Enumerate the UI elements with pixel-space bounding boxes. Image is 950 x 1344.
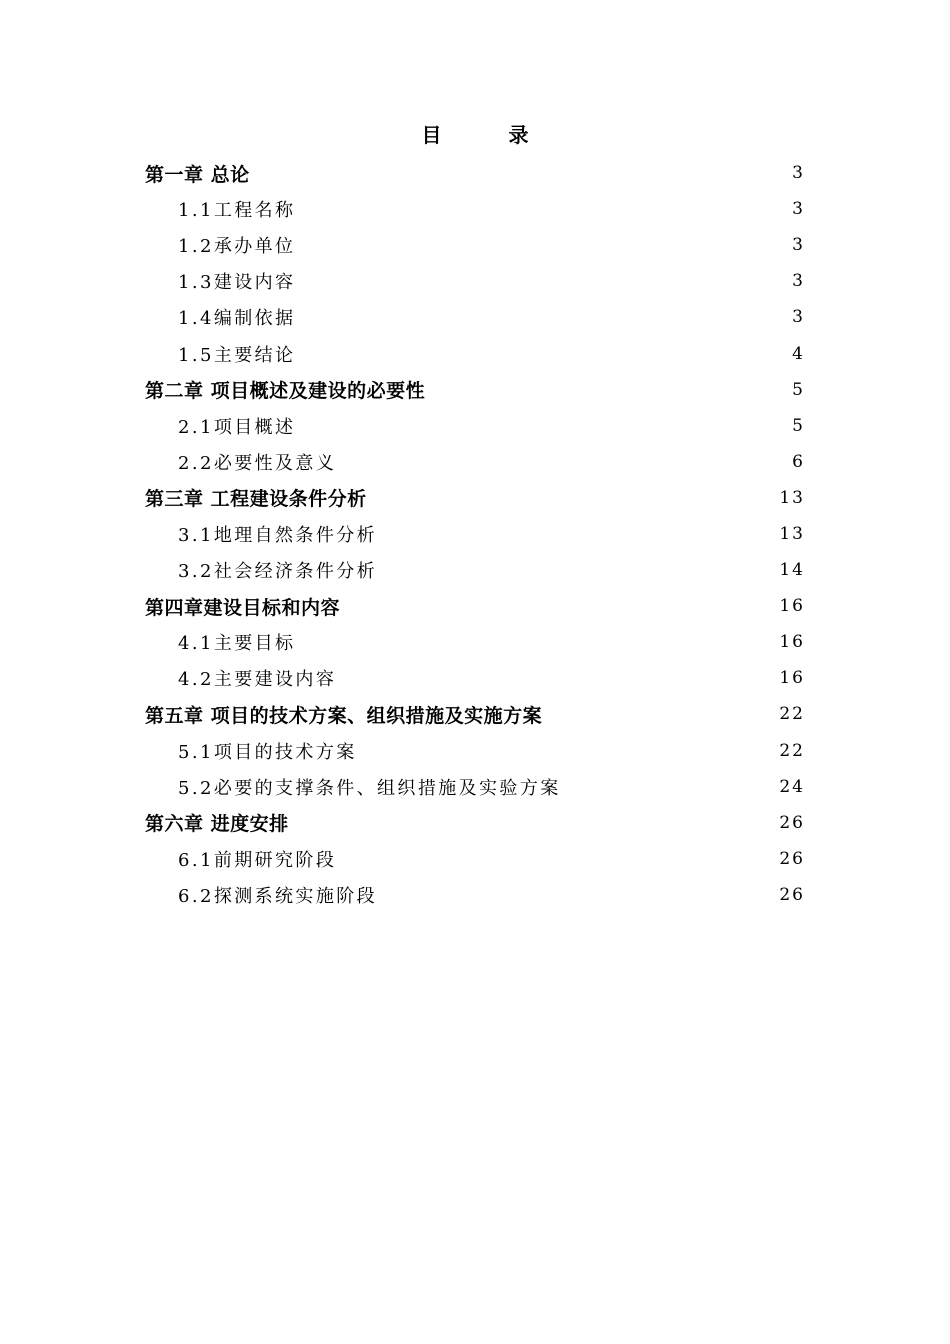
- toc-entry-page: 16: [779, 668, 805, 689]
- toc-entry-label: 第二章 项目概述及建设的必要性: [145, 380, 426, 403]
- toc-entry-label: 1.4编制依据: [178, 308, 296, 330]
- toc-entry-label: 2.1项目概述: [178, 416, 296, 438]
- toc-entry-label: 第三章 工程建设条件分析: [145, 488, 367, 511]
- toc-entry-page: 5: [792, 415, 805, 436]
- toc-entry-page: 26: [779, 812, 805, 833]
- toc-entry-chapter-2[interactable]: [145, 372, 805, 408]
- toc-entry-label: 第一章 总论: [145, 163, 250, 186]
- toc-entry-label: 2.2必要性及意义: [178, 452, 337, 474]
- toc-entry-page: 3: [792, 271, 805, 292]
- toc-entry-chapter-1[interactable]: [145, 155, 805, 191]
- table-of-contents: [145, 155, 805, 913]
- toc-entry-chapter-3[interactable]: [145, 480, 805, 516]
- toc-title: 目 录: [421, 123, 559, 147]
- toc-entry-page: 13: [779, 523, 805, 544]
- toc-entry-label: 6.1前期研究阶段: [178, 849, 337, 871]
- toc-entry-page: 26: [779, 848, 805, 869]
- toc-entry-label: 3.1地理自然条件分析: [178, 524, 378, 546]
- toc-entry-page: 4: [792, 343, 805, 364]
- toc-entry-chapter-6[interactable]: [145, 805, 805, 841]
- toc-entry-section-1-5[interactable]: [145, 335, 805, 371]
- toc-entry-section-2-1[interactable]: [145, 408, 805, 444]
- toc-entry-page: 16: [779, 632, 805, 653]
- toc-entry-label: 第四章建设目标和内容: [145, 596, 341, 619]
- toc-entry-label: 5.2必要的支撑条件、组织措施及实验方案: [178, 777, 561, 799]
- toc-entry-chapter-5[interactable]: [145, 696, 805, 732]
- toc-entry-page: 22: [779, 740, 805, 761]
- toc-entry-section-1-1[interactable]: [145, 191, 805, 227]
- toc-entry-page: 5: [792, 379, 805, 400]
- toc-entry-label: 5.1项目的技术方案: [178, 741, 357, 763]
- toc-entry-label: 1.2承办单位: [178, 236, 296, 258]
- toc-entry-label: 1.1工程名称: [178, 200, 296, 222]
- toc-entry-page: 6: [792, 451, 805, 472]
- toc-entry-section-4-2[interactable]: [145, 660, 805, 696]
- toc-entry-section-5-1[interactable]: [145, 733, 805, 769]
- toc-entry-section-3-1[interactable]: [145, 516, 805, 552]
- toc-entry-page: 3: [792, 199, 805, 220]
- toc-entry-label: 1.5主要结论: [178, 344, 296, 366]
- toc-entry-section-1-2[interactable]: [145, 227, 805, 263]
- toc-entry-label: 1.3建设内容: [178, 272, 296, 294]
- toc-entry-page: 24: [779, 776, 805, 797]
- toc-entry-label: 第五章 项目的技术方案、组织措施及实施方案: [145, 704, 543, 727]
- toc-entry-page: 3: [792, 163, 805, 184]
- toc-entry-section-6-2[interactable]: [145, 877, 805, 913]
- toc-entry-label: 6.2探测系统实施阶段: [178, 885, 378, 907]
- toc-entry-page: 3: [792, 307, 805, 328]
- toc-entry-section-6-1[interactable]: [145, 841, 805, 877]
- toc-entry-section-5-2[interactable]: [145, 769, 805, 805]
- toc-entry-section-2-2[interactable]: [145, 444, 805, 480]
- toc-entry-section-3-2[interactable]: [145, 552, 805, 588]
- toc-entry-label: 4.2主要建设内容: [178, 669, 337, 691]
- toc-entry-page: 13: [779, 487, 805, 508]
- toc-entry-page: 16: [779, 596, 805, 617]
- toc-entry-page: 3: [792, 235, 805, 256]
- toc-entry-label: 4.1主要目标: [178, 633, 296, 655]
- toc-entry-page: 14: [779, 560, 805, 581]
- toc-entry-section-4-1[interactable]: [145, 624, 805, 660]
- toc-entry-chapter-4[interactable]: [145, 588, 805, 624]
- toc-entry-page: 22: [779, 704, 805, 725]
- toc-entry-page: 26: [779, 884, 805, 905]
- toc-entry-section-1-4[interactable]: [145, 299, 805, 335]
- toc-entry-section-1-3[interactable]: [145, 263, 805, 299]
- toc-entry-label: 第六章 进度安排: [145, 813, 289, 836]
- toc-entry-label: 3.2社会经济条件分析: [178, 561, 378, 583]
